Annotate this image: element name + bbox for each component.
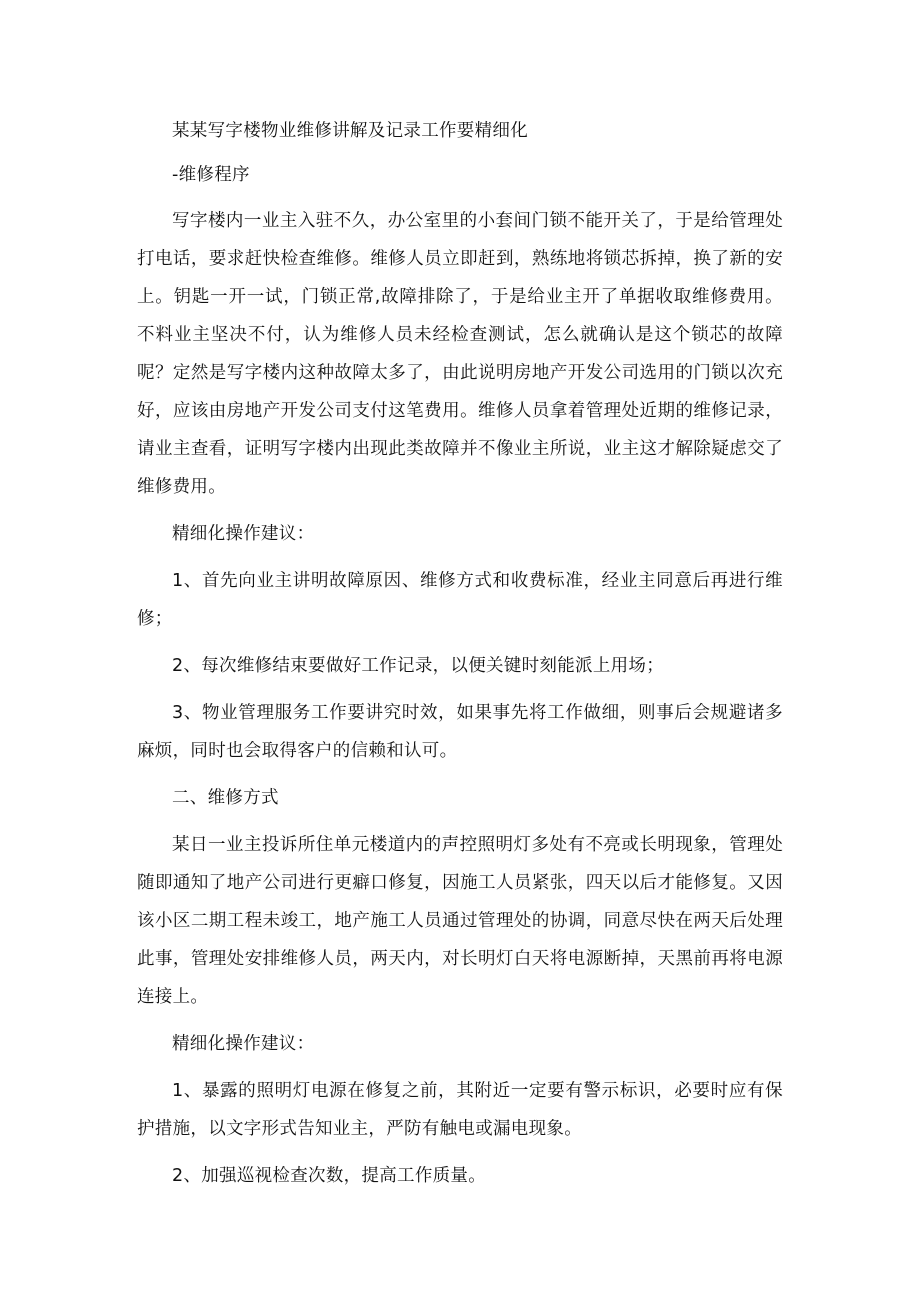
suggestion-item: 1、首先向业主讲明故障原因、维修方式和收费标准，经业主同意后再进行维修； [137,571,783,629]
suggestion-heading: 精细化操作建议： [172,1034,315,1054]
case-paragraph-door-lock: 写字楼内一业主入驻不久，办公室里的小套间门锁不能开关了，于是给管理处打电话，要求赶快检查维修。维修人员立即赶到，熟练地将锁芯拆掉，换了新的安上。钥匙一开一试，门锁正常,故障排除了，于是给业主开了单据收取维修费用。不料业主坚决不付，认为维修人员未经检查测试，怎么就确认是这个锁芯的故障呢？定然是写字楼内这种故障太多了，由此说明房地产开发公司选用的门锁以次充好，应该由房地产开发公司支付这笔费用。维修人员拿着管理处近期的维修记录，请业主查看，证明写字楼内出现此类故障并不像业主所说，业主这才解除疑虑交了维修费用。 [137,211,783,497]
suggestion-item: 1、暴露的照明灯电源在修复之前，其附近一定要有警示标识，必要时应有保护措施，以文字形式告知业主，严防有触电或漏电现象。 [137,1081,783,1139]
document-title: 某某写字楼物业维修讲解及记录工作要精细化 [172,121,528,141]
section-heading-repair-method: 二、维修方式 [172,788,279,808]
suggestion-item: 2、加强巡视检查次数，提高工作质量。 [172,1166,487,1186]
document-body [137,112,783,1204]
suggestion-item: 3、物业管理服务工作要讲究时效，如果事先将工作做细，则事后会规避诸多麻烦，同时也会取得客户的信赖和认可。 [137,703,783,761]
suggestion-item: 2、每次维修结束要做好工作记录，以便关键时刻能派上用场； [172,656,665,676]
case-paragraph-hallway-lights: 某日一业主投诉所住单元楼道内的声控照明灯多处有不亮或长明现象，管理处随即通知了地产公司进行更癖口修复，因施工人员紧张，四天以后才能修复。又因该小区二期工程未竣工，地产施工人员通过管理处的协调，同意尽快在两天后处理此事，管理处安排维修人员，两天内，对长明灯白天将电源断掉，天黑前再将电源连接上。 [137,835,783,1007]
section-heading-repair-procedure: -维修程序 [172,165,250,185]
suggestion-heading: 精细化操作建议： [172,524,315,544]
